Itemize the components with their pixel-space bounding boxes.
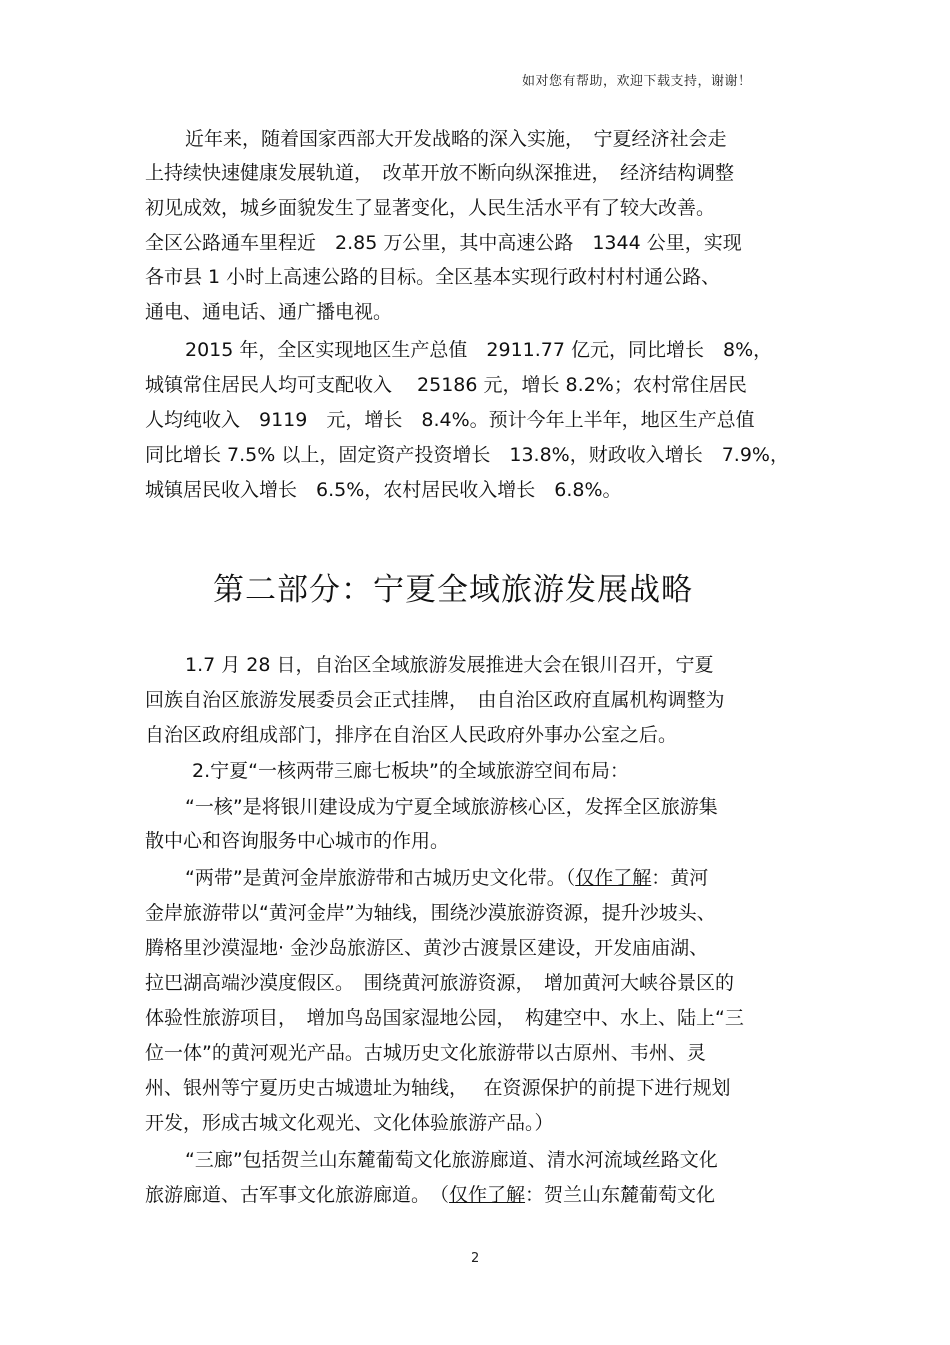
paragraph-line: 腾格里沙漠湿地· 金沙岛旅游区、黄沙古渡景区建设，开发庙庙湖、 [145, 937, 709, 959]
page-header: 如对您有帮助，欢迎下载支持，谢谢！ [522, 74, 752, 89]
paragraph-line: 人均纯收入 9119 元，增长 8.4%。预计今年上半年，地区生产总值 [145, 409, 755, 431]
paragraph-line: 全区公路通车里程近 2.85 万公里，其中高速公路 1344 公里，实现 [145, 232, 742, 254]
paragraph-line: 各市县 1 小时上高速公路的目标。全区基本实现行政村村村通公路、 [145, 266, 721, 288]
paragraph-line: 上持续快速健康发展轨道， 改革开放不断向纵深推进， 经济结构调整 [145, 162, 735, 184]
paragraph-line: 拉巴湖高端沙漠度假区。 围绕黄河旅游资源， 增加黄河大峡谷景区的 [145, 972, 735, 994]
paragraph-line: 体验性旅游项目， 增加鸟岛国家湿地公园， 构建空中、水上、陆上“三 [145, 1007, 744, 1029]
paragraph-line: “三廊”包括贺兰山东麓葡萄文化旅游廊道、清水河流域丝路文化 [185, 1149, 718, 1171]
paragraph-line: 初见成效，城乡面貌发生了显著变化，人民生活水平有了较大改善。 [145, 197, 716, 219]
paragraph-line: 通电、通电话、通广播电视。 [145, 301, 393, 323]
paragraph-line: 同比增长 7.5% 以上，固定资产投资增长 13.8%，财政收入增长 7.9%， [145, 444, 789, 466]
text-run: ：贺兰山东麓葡萄文化 [525, 1184, 716, 1206]
paragraph-line: 开发，形成古城文化观光、文化体验旅游产品。） [145, 1112, 554, 1134]
paragraph-line: 城镇常住居民人均可支配收入 25186 元，增长 8.2%；农村常住居民 [145, 374, 747, 396]
paragraph-line: 自治区政府组成部门，排序在自治区人民政府外事办公室之后。 [145, 724, 678, 746]
paragraph-line: 城镇居民收入增长 6.5%，农村居民收入增长 6.8%。 [145, 479, 622, 501]
text-run: “两带”是黄河金岸旅游带和古城历史文化带。（ [185, 867, 576, 889]
paragraph-line: 金岸旅游带以“黄河金岸”为轴线，围绕沙漠旅游资源，提升沙坡头、 [145, 902, 716, 924]
underlined-note: 仅作了解 [575, 867, 652, 889]
paragraph-line: 位一体”的黄河观光产品。古城历史文化旅游带以古原州、韦州、灵 [145, 1042, 706, 1064]
underlined-note: 仅作了解 [449, 1184, 526, 1206]
paragraph-line: 回族自治区旅游发展委员会正式挂牌， 由自治区政府直属机构调整为 [145, 689, 725, 711]
page-number: 2 [471, 1251, 480, 1266]
paragraph-line [185, 866, 708, 890]
paragraph-line: 近年来，随着国家西部大开发战略的深入实施， 宁夏经济社会走 [185, 128, 727, 150]
paragraph-line: 1.7 月 28 日，自治区全域旅游发展推进大会在银川召开，宁夏 [185, 654, 714, 676]
paragraph-line: 2.宁夏“一核两带三廊七板块”的全域旅游空间布局： [192, 760, 629, 782]
paragraph-line: 2015 年，全区实现地区生产总值 2911.77 亿元，同比增长 8%， [185, 339, 773, 361]
paragraph-line: 州、银州等宁夏历史古城遗址为轴线， 在资源保护的前提下进行规划 [145, 1077, 731, 1099]
text-run: 旅游廊道、古军事文化旅游廊道。 （ [145, 1184, 450, 1206]
text-run: ：黄河 [651, 867, 709, 889]
section-heading: 第二部分：宁夏全域旅游发展战略 [213, 572, 693, 608]
paragraph-line: 散中心和咨询服务中心城市的作用。 [145, 830, 450, 852]
paragraph-line: “一核”是将银川建设成为宁夏全域旅游核心区，发挥全区旅游集 [185, 796, 718, 818]
paragraph-line [145, 1183, 715, 1207]
